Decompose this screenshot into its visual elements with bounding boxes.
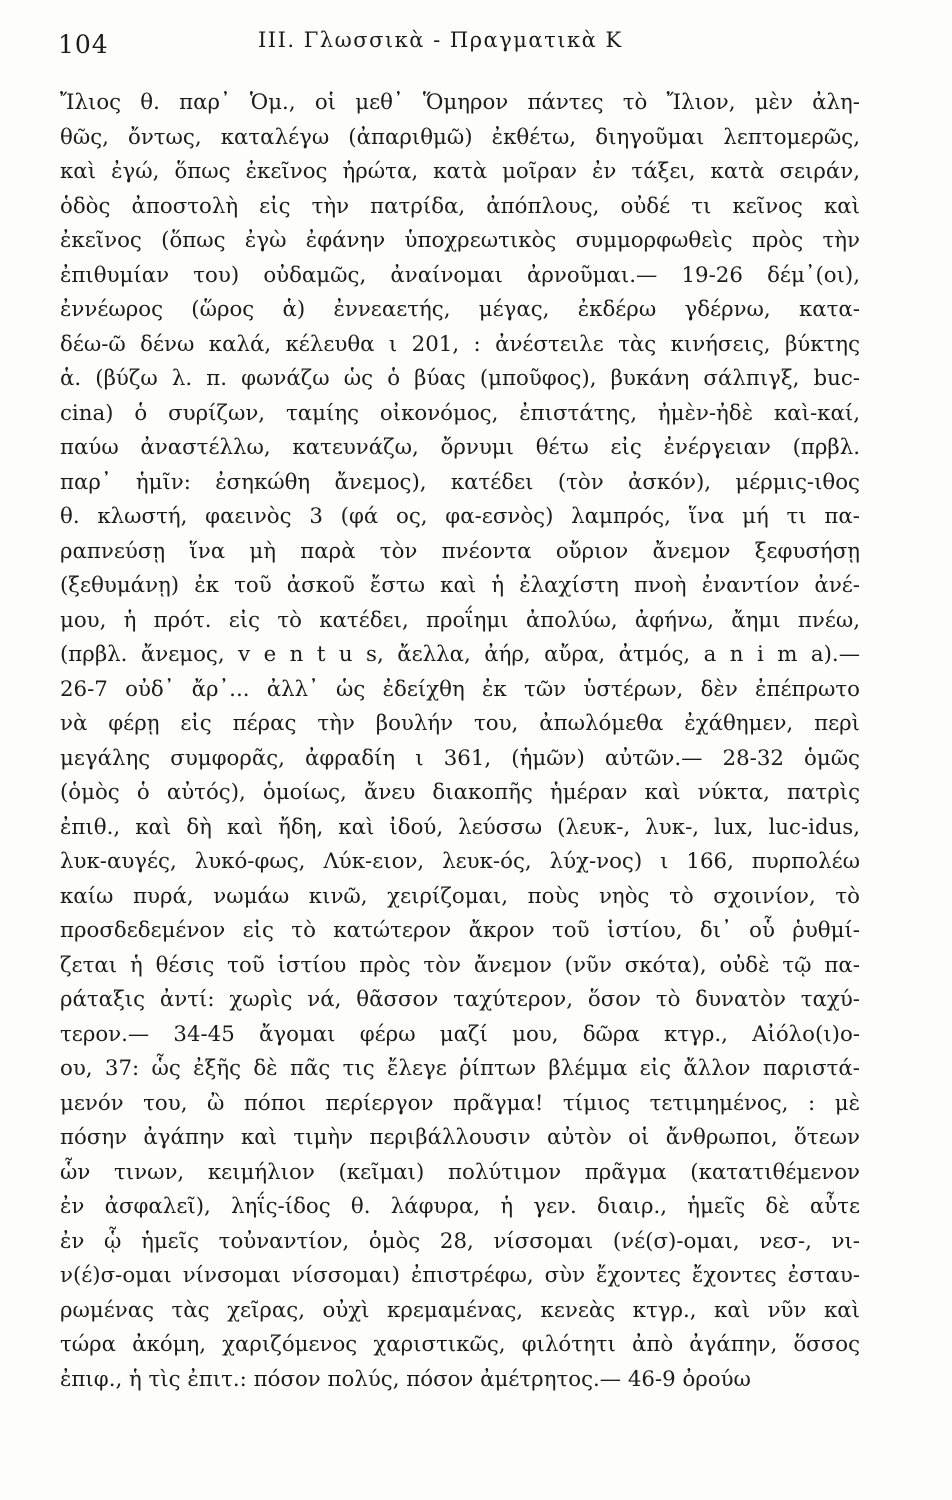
- text-line: cina) ὁ συρίζων, ταμίης οἰκονόμος, ἐπιστάτης, ἠμὲν-ἠδὲ καὶ-καί,: [60, 400, 860, 426]
- page-header: [58, 24, 888, 64]
- text-line: προσδεδεμένον εἰς τὸ κατώτερον ἄκρον τοῦ ἱστίου, δι᾽ οὗ ῥυθμί-: [60, 918, 860, 943]
- text-line: (πρβλ. ἄνεμος, v e n t u s, ἄελλα, ἀήρ, αὔρα, ἀτμός, a n i m a).—: [60, 642, 860, 667]
- text-line: 26-7 οὐδ᾽ ἄρ᾽... ἀλλ᾽ ὡς ἐδείχθη ἐκ τῶν ὑστέρων, δὲν ἐπέπρωτο: [60, 676, 860, 702]
- text-line: πόσην ἀγάπην καὶ τιμὴν περιβάλλουσιν αὐτὸν οἱ ἄνθρωποι, ὅτεων: [60, 1125, 860, 1150]
- text-line: ἐπιφ., ἡ τὶς ἐπιτ.: πόσον πολύς, πόσον ἀμέτρητος.— 46-9 ὀρούω: [60, 1366, 751, 1392]
- text-line: ζεται ἡ θέσις τοῦ ἱστίου πρὸς τὸν ἄνεμον (νῦν σκότα), οὐδὲ τῷ πα-: [60, 952, 860, 978]
- text-line: παρ᾽ ἡμῖν: ἐσηκώθη ἄνεμος), κατέδει (τὸν ἀσκόν), μέρμις-ιθος: [60, 469, 860, 495]
- text-line: ρωμένας τὰς χεῖρας, οὐχὶ κρεμαμένας, κενεὰς κτγρ., καὶ νῦν καὶ: [60, 1297, 860, 1323]
- text-line: δέω-ῶ δένω καλά, κέλευθα ι 201, : ἀνέστειλε τὰς κινήσεις, βύκτης: [60, 331, 860, 357]
- text-line: μεγάλης συμφορᾶς, ἀφραδίη ι 361, (ἡμῶν) αὐτῶν.— 28-32 ὁμῶς: [60, 745, 860, 771]
- text-line: νὰ φέρῃ εἰς πέρας τὴν βουλήν του, ἀπωλόμεθα ἐχάθημεν, περὶ: [60, 711, 860, 736]
- text-line: μου, ἡ πρότ. εἰς τὸ κατέδει, προΐημι ἀπολύω, ἀφήνω, ἄημι πνέω,: [60, 607, 860, 633]
- text-line: ἐννέωρος (ὥρος ἁ) ἐννεαετής, μέγας, ἐκδέρω γδέρνω, κατα-: [60, 297, 860, 322]
- text-line: θ. κλωστή, φαεινὸς 3 (φά ος, φα-εσνὸς) λαμπρός, ἵνα μή τι πα-: [60, 504, 860, 529]
- text-line: (ὁμὸς ὁ αὐτός), ὁμοίως, ἄνευ διακοπῆς ἡμέραν καὶ νύκτα, πατρὶς: [60, 780, 860, 805]
- text-line: ὁδὸς ἀποστολὴ εἰς τὴν πατρίδα, ἀπόπλους, οὐδέ τι κεῖνος καὶ: [60, 193, 860, 219]
- text-line: ἐπιθ., καὶ δὴ καὶ ἤδη, καὶ ἰδού, λεύσσω (λευκ-, λυκ-, lux, luc-idus,: [60, 814, 860, 840]
- text-line: ἁ. (βύζω λ. π. φωνάζω ὡς ὁ βύας (μποῦφος), βυκάνη σάλπιγξ, buc-: [60, 366, 860, 391]
- text-line: (ξεθυμάνῃ) ἐκ τοῦ ἀσκοῦ ἔστω καὶ ἡ ἐλαχίστη πνοὴ ἐναντίον ἀνέ-: [60, 573, 860, 598]
- text-line: λυκ-αυγές, λυκό-φως, Λύκ-ειον, λευκ-ός, λύχ-νος) ι 166, πυρπολέω: [60, 849, 860, 874]
- text-line: παύω ἀναστέλλω, κατευνάζω, ὄρνυμι θέτω εἰς ἐνέργειαν (πρβλ.: [60, 435, 860, 460]
- text-line: ὧν τινων, κειμήλιον (κεῖμαι) πολύτιμον πρᾶγμα (κατατιθέμενον: [60, 1159, 860, 1185]
- page-number: 104: [58, 30, 109, 59]
- running-head: III. Γλωσσικὰ - Πραγματικὰ Κ: [258, 28, 623, 52]
- text-line: Ἴλιος θ. παρ᾽ Ὁμ., οἱ μεθ᾽ Ὅμηρον πάντες τὸ Ἴλιον, μὲν ἀλη-: [60, 90, 860, 115]
- text-line: τώρα ἀκόμη, χαριζόμενος χαριστικῶς, φιλότητι ἀπὸ ἀγάπην, ὅσσος: [60, 1332, 860, 1357]
- text-line: καίω πυρά, νωμάω κινῶ, χειρίζομαι, ποὺς νηὸς τὸ σχοινίον, τὸ: [60, 883, 860, 909]
- text-line: ου, 37: ὧς ἐξῆς δὲ πᾶς τις ἔλεγε ῥίπτων βλέμμα εἰς ἄλλον παριστά-: [60, 1056, 860, 1081]
- text-line: ἐπιθυμίαν του) οὐδαμῶς, ἀναίνομαι ἀρνοῦμαι.— 19-26 δέμ᾽(οι),: [60, 262, 860, 288]
- text-line: ἐν ἀσφαλεῖ), ληΐς-ίδος θ. λάφυρα, ἡ γεν. διαιρ., ἡμεῖς δὲ αὖτε: [60, 1194, 860, 1219]
- text-line: ν(έ)σ-ομαι νίνσομαι νίσσομαι) ἐπιστρέφω, σὺν ἔχοντες ἔχοντες ἐσταυ-: [60, 1263, 860, 1288]
- text-line: τερον.— 34-45 ἄγομαι φέρω μαζί μου, δῶρα κτγρ., Αἰόλο(ι)ο-: [60, 1021, 860, 1047]
- text-line: ἐν ᾧ ἡμεῖς τοὐναντίον, ὁμὸς 28, νίσσομαι (νέ(σ)-ομαι, νεσ-, νι-: [60, 1228, 860, 1254]
- text-line: ραπνεύσῃ ἵνα μὴ παρὰ τὸν πνέοντα οὔριον ἄνεμον ξεφυσήσῃ: [60, 538, 860, 564]
- text-line: θῶς, ὄντως, καταλέγω (ἀπαριθμῶ) ἐκθέτω, διηγοῦμαι λεπτομερῶς,: [60, 124, 860, 150]
- text-line: καὶ ἐγώ, ὅπως ἐκεῖνος ἠρώτα, κατὰ μοῖραν ἐν τάξει, κατὰ σειράν,: [60, 159, 860, 184]
- text-line: ἐκεῖνος (ὅπως ἐγὼ ἐφάνην ὑποχρεωτικὸς συμμορφωθεὶς πρὸς τὴν: [60, 228, 860, 253]
- text-line: μενόν του, ὢ πόποι περίεργον πρᾶγμα! τίμιος τετιμημένος, : μὲ: [60, 1090, 860, 1116]
- body-text: [60, 86, 860, 1397]
- text-line: ράταξις ἀντί: χωρὶς νά, θᾶσσον ταχύτερον, ὅσον τὸ δυνατὸν ταχύ-: [60, 987, 860, 1012]
